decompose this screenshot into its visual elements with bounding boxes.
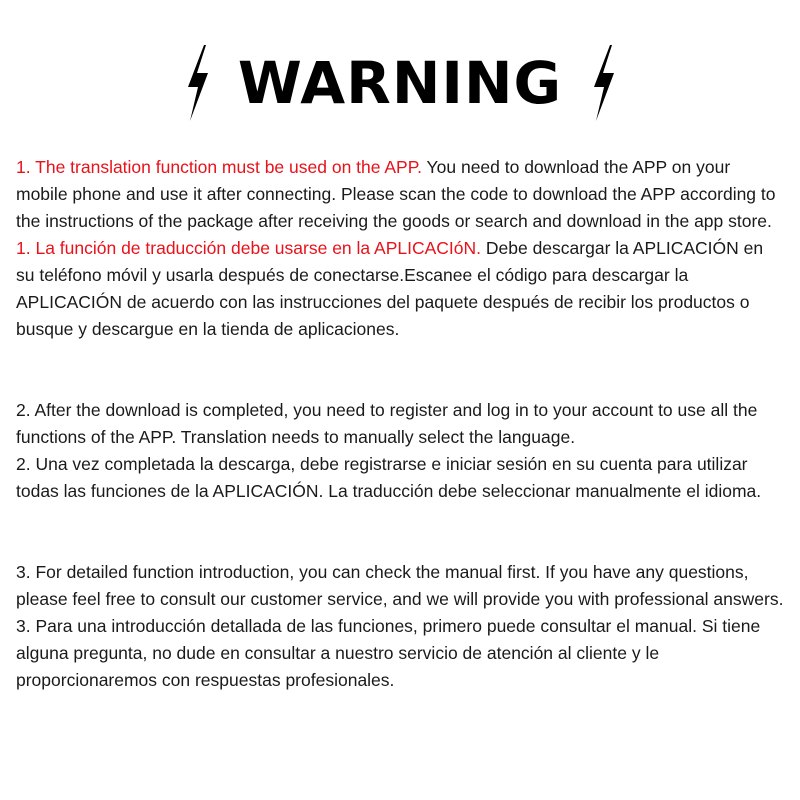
lightning-bolt-icon (182, 43, 212, 123)
instruction-section-2 (16, 397, 786, 505)
instruction-2-english: 2. After the download is completed, you need to register and log in to your account to use all the functions of the APP. Translation needs to manually select the language. (16, 400, 758, 447)
instruction-1-english-highlight: 1. The translation function must be used on the APP. (16, 157, 423, 177)
instruction-1-english-text: You need to download the APP on your mobile phone and use it after connecting. Please scan the code to download the APP according to the instructions of the package after receiving the goods or search and download in the app store. (16, 157, 776, 231)
instruction-1-spanish-text: Debe descargar la APLICACIÓN en su teléfono móvil y usarla después de conectarse.Escanee el código para descargar la APLICACIÓN de acuerdo con las instrucciones del paquete después de recibir los productos o busque y descargue en la tienda de aplicaciones. (16, 238, 764, 339)
warning-header (0, 38, 800, 128)
instruction-1-spanish-highlight: 1. La función de traducción debe usarse en la APLICACIóN. (16, 238, 482, 258)
instruction-1-english (16, 154, 786, 235)
instruction-section-1 (16, 154, 786, 343)
instruction-2-spanish: 2. Una vez completada la descarga, debe registrarse e iniciar sesión en su cuenta para utilizar todas las funciones de la APLICACIÓN. La traducción debe seleccionar manualmente el idioma. (16, 454, 762, 501)
page-title: WARNING (237, 49, 563, 117)
instruction-section-3 (16, 559, 786, 694)
instruction-3-english: 3. For detailed function introduction, you can check the manual first. If you have any questions, please feel free to consult our customer service, and we will provide you with professional answers. (16, 562, 784, 609)
lightning-bolt-icon (588, 43, 618, 123)
instruction-3-spanish: 3. Para una introducción detallada de las funciones, primero puede consultar el manual. Si tiene alguna pregunta, no dude en consultar a nuestro servicio de atención al cliente y le proporcionaremos con respuestas profesionales. (16, 616, 761, 690)
instructions-body (16, 154, 786, 694)
instruction-1-spanish (16, 235, 786, 343)
